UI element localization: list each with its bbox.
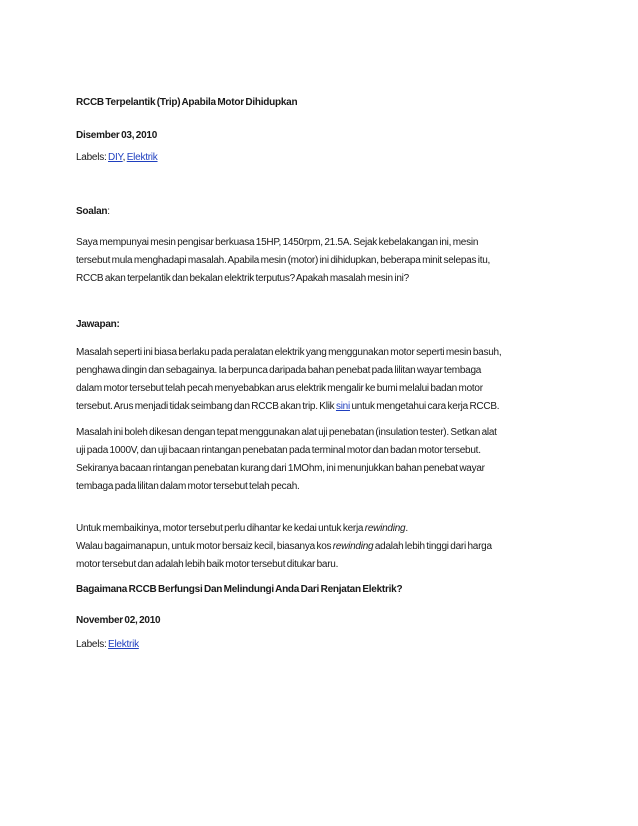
post-labels [76, 636, 139, 654]
labels-prefix: Labels: [76, 152, 109, 163]
question-line: Saya mempunyai mesin pengisar berkuasa 15HP, 1450rpm, 21.5A. Sejak kebelakangan ini, mesin [76, 237, 479, 248]
answer-text: Untuk membaikinya, motor tersebut perlu dihantar ke kedai untuk kerja [76, 523, 365, 534]
post-date: Disember 03, 2010 [76, 130, 158, 141]
answer-line [76, 398, 501, 416]
answer-paragraph-3 [76, 520, 492, 574]
answer-line: tembaga pada lilitan dalam motor tersebut telah pecah. [76, 481, 300, 492]
label-link-elektrik[interactable]: Elektrik [126, 152, 158, 163]
answer-paragraph-1 [76, 344, 501, 416]
labels-separator: , [122, 152, 127, 163]
question-heading-label: Soalan [76, 206, 108, 217]
post-date: November 02, 2010 [76, 615, 161, 626]
answer-text: tersebut. Arus menjadi tidak seimbang dan RCCB akan trip. Klik [76, 401, 336, 412]
answer-line: uji pada 1000V, dan uji bacaan rintangan penebatan pada terminal motor dan badan motor tersebut. [76, 445, 481, 456]
question-paragraph [76, 234, 490, 288]
answer-text: . [405, 523, 408, 534]
question-line: tersebut mula menghadapi masalah. Apabila mesin (motor) ini dihidupkan, beberapa minit selepas itu, [76, 255, 491, 266]
answer-emphasis: rewinding [364, 523, 406, 534]
answer-line [76, 520, 492, 538]
answer-line: dalam motor tersebut telah pecah menyebabkan arus elektrik mengalir ke bumi melalui badan motor [76, 383, 483, 394]
answer-line: penghawa dingin dan sebagainya. Ia berpunca daripada bahan penebat pada lilitan wayar tembaga [76, 365, 482, 376]
post-title: RCCB Terpelantik (Trip) Apabila Motor Dihidupkan [76, 97, 298, 108]
sini-link[interactable]: sini [335, 401, 350, 412]
answer-paragraph-2 [76, 424, 497, 496]
answer-text: adalah lebih tinggi dari harga [373, 541, 492, 552]
answer-line: Sekiranya bacaan rintangan penebatan kurang dari 1MOhm, ini menunjukkan bahan penebat wayar [76, 463, 485, 474]
answer-line: motor tersebut dan adalah lebih baik motor tersebut ditukar baru. [76, 559, 339, 570]
question-heading [76, 203, 110, 221]
post-title: Bagaimana RCCB Berfungsi Dan Melindungi Anda Dari Renjatan Elektrik? [76, 584, 403, 595]
answer-emphasis: rewinding [332, 541, 374, 552]
label-link-diy[interactable]: DIY [108, 152, 123, 163]
answer-text: untuk mengetahui cara kerja RCCB. [349, 401, 500, 412]
labels-prefix: Labels: [76, 639, 109, 650]
question-heading-colon: : [107, 206, 110, 217]
answer-line: Masalah seperti ini biasa berlaku pada peralatan elektrik yang menggunakan motor seperti mesin basuh, [76, 347, 502, 358]
question-line: RCCB akan terpelantik dan bekalan elektrik terputus? Apakah masalah mesin ini? [76, 273, 409, 284]
label-link-elektrik[interactable]: Elektrik [108, 639, 139, 650]
answer-line [76, 538, 492, 556]
post-labels [76, 149, 158, 167]
answer-heading: Jawapan: [76, 319, 120, 330]
answer-text: Walau bagaimanapun, untuk motor bersaiz kecil, biasanya kos [76, 541, 333, 552]
answer-line: Masalah ini boleh dikesan dengan tepat menggunakan alat uji penebatan (insulation tester). Setkan alat [76, 427, 497, 438]
